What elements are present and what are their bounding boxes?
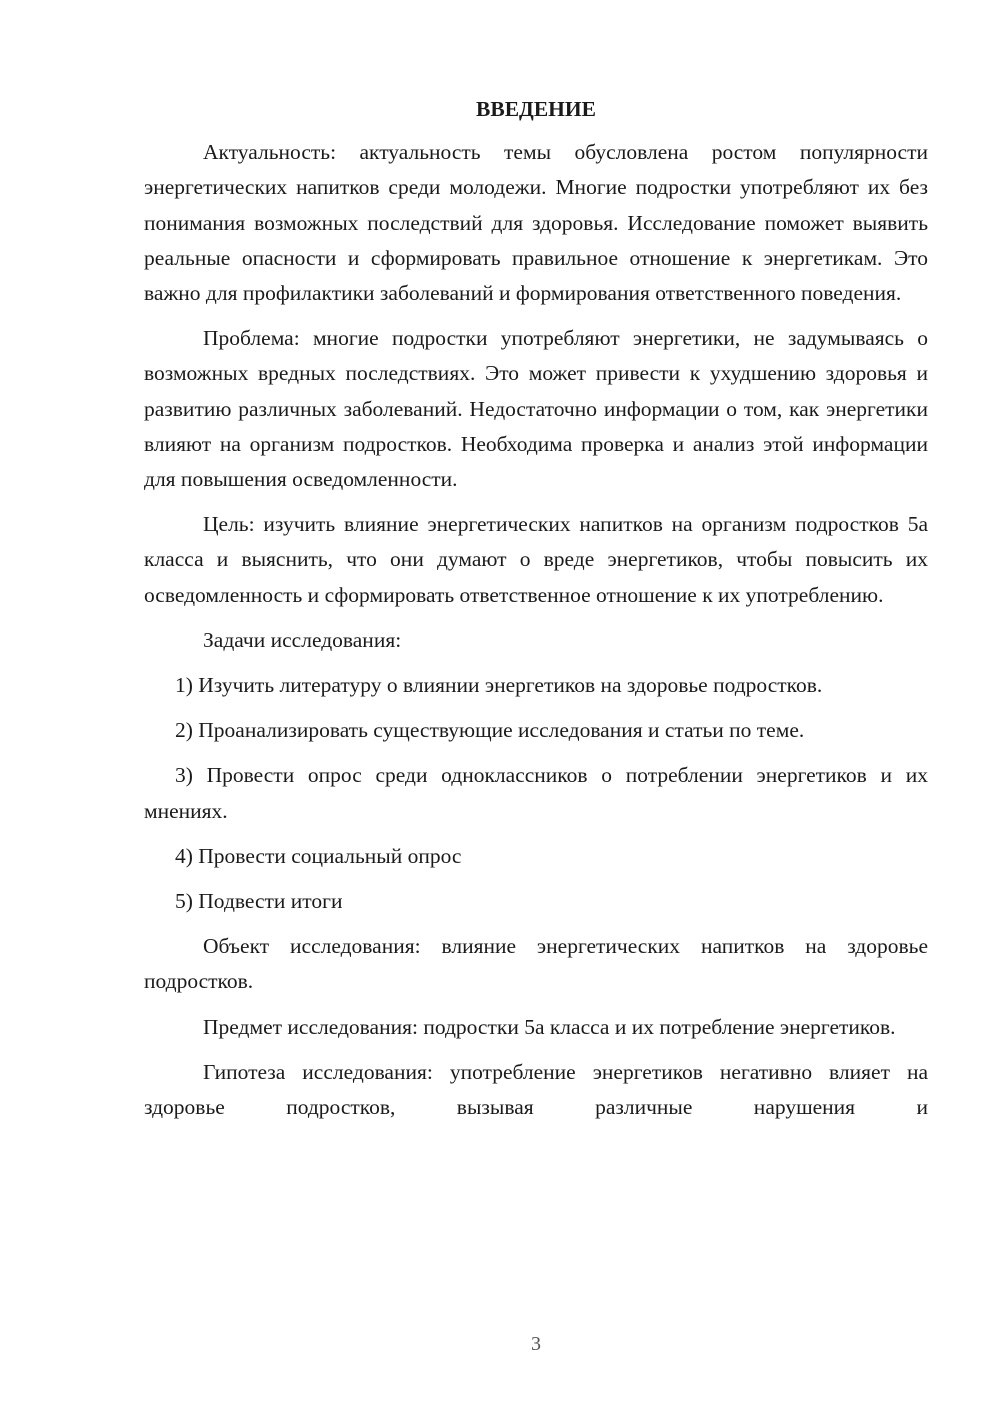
document-page: [144, 92, 928, 1135]
paragraph-object: Объект исследования: влияние энергетических напитков на здоровье подростков.: [144, 934, 928, 994]
paragraph-goal: Цель: изучить влияние энергетических напитков на организм подростков 5а класса и выяснить, что они думают о вреде энергетиков, чтобы повысить их осведомленность и сформировать ответственное отношение к их употреблению.: [144, 512, 928, 607]
paragraph-relevance: Актуальность: актуальность темы обусловлена ростом популярности энергетических напитков среди молодежи. Многие подростки употребляют их без понимания возможных последствий для здоровья. Исследование поможет выявить реальные опасности и сформировать правильное отношение к энергетикам. Это важно для профилактики заболеваний и формирования ответственного поведения.: [144, 140, 928, 306]
paragraph-hypothesis: Гипотеза исследования: употребление энергетиков негативно влияет на здоровье подростков, вызывая различные нарушения и: [144, 1059, 928, 1120]
paragraph-subject: Предмет исследования: подростки 5а класса и их потребление энергетиков.: [203, 1014, 896, 1039]
section-title: ВВЕДЕНИЕ: [476, 97, 596, 121]
task-item-5: 5) Подвести итоги: [175, 889, 343, 914]
task-item-1: 1) Изучить литературу о влиянии энергетиков на здоровье подростков.: [175, 673, 823, 698]
paragraph-tasks-heading: Задачи исследования:: [203, 627, 402, 652]
task-item-3: 3) Провести опрос среди одноклассников о потреблении энергетиков и их мнениях.: [144, 763, 928, 823]
task-item-2: 2) Проанализировать существующие исследования и статьи по теме.: [175, 718, 805, 743]
page-number: 3: [531, 1333, 541, 1355]
task-item-4: 4) Провести социальный опрос: [175, 843, 462, 868]
paragraph-problem: Проблема: многие подростки употребляют энергетики, не задумываясь о возможных вредных последствиях. Это может привести к ухудшению здоровья и развитию различных заболеваний. Недостаточно информации о том, как энергетики влияют на организм подростков. Необходима проверка и анализ этой информации для повышения осведомленности.: [144, 326, 928, 492]
